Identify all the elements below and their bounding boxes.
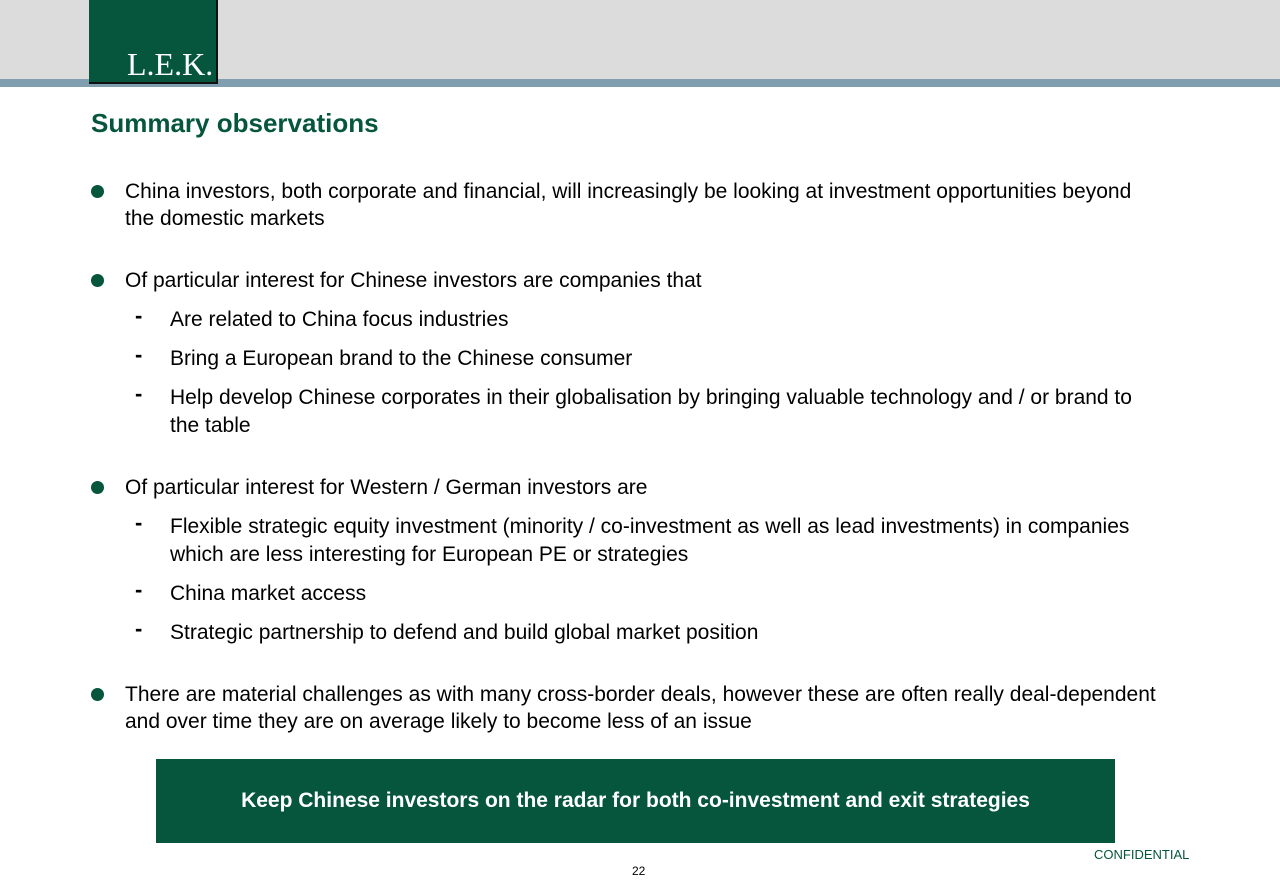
key-takeaway-callout: Keep Chinese investors on the radar for both co-investment and exit strategies: [156, 759, 1115, 843]
sub-bullet-text: Flexible strategic equity investment (minority / co-investment as well as lead investments) in companies which are less interesting for European PE or strategies: [170, 515, 1130, 566]
bullet-dot-icon: [91, 481, 104, 494]
dash-icon: -: [135, 577, 143, 602]
bullet-text: Of particular interest for Chinese investors are companies that: [125, 269, 702, 292]
bullet-text: China investors, both corporate and financial, will increasingly be looking at investment opportunities beyond the domestic markets: [125, 180, 1132, 230]
lek-logo: [89, 0, 218, 84]
sub-bullet-text: Bring a European brand to the Chinese consumer: [170, 347, 633, 370]
page-title: Summary observations: [91, 108, 379, 138]
dash-icon: -: [135, 303, 143, 328]
dash-icon: -: [135, 381, 143, 406]
dash-icon: -: [135, 510, 143, 535]
page-number: 22: [632, 864, 646, 878]
sub-bullet-text: Are related to China focus industries: [170, 308, 509, 331]
bullet-dot-icon: [91, 688, 104, 701]
dash-icon: -: [135, 342, 143, 367]
bullet-text: Of particular interest for Western / German investors are: [125, 476, 648, 499]
dash-icon: -: [135, 616, 143, 641]
bullet-dot-icon: [91, 185, 104, 198]
logo-text: L.E.K.: [127, 46, 214, 82]
sub-bullet-text: China market access: [170, 582, 367, 605]
bullet-dot-icon: [91, 274, 104, 287]
bullet-text: There are material challenges as with many cross-border deals, however these are often really deal-dependent and over time they are on average likely to become less of an issue: [125, 683, 1156, 733]
confidential-label: CONFIDENTIAL: [1094, 847, 1190, 862]
sub-bullet-text: Strategic partnership to defend and build global market position: [170, 621, 759, 644]
sub-bullet-text: Help develop Chinese corporates in their globalisation by bringing valuable technology and / or brand to the table: [170, 386, 1132, 437]
